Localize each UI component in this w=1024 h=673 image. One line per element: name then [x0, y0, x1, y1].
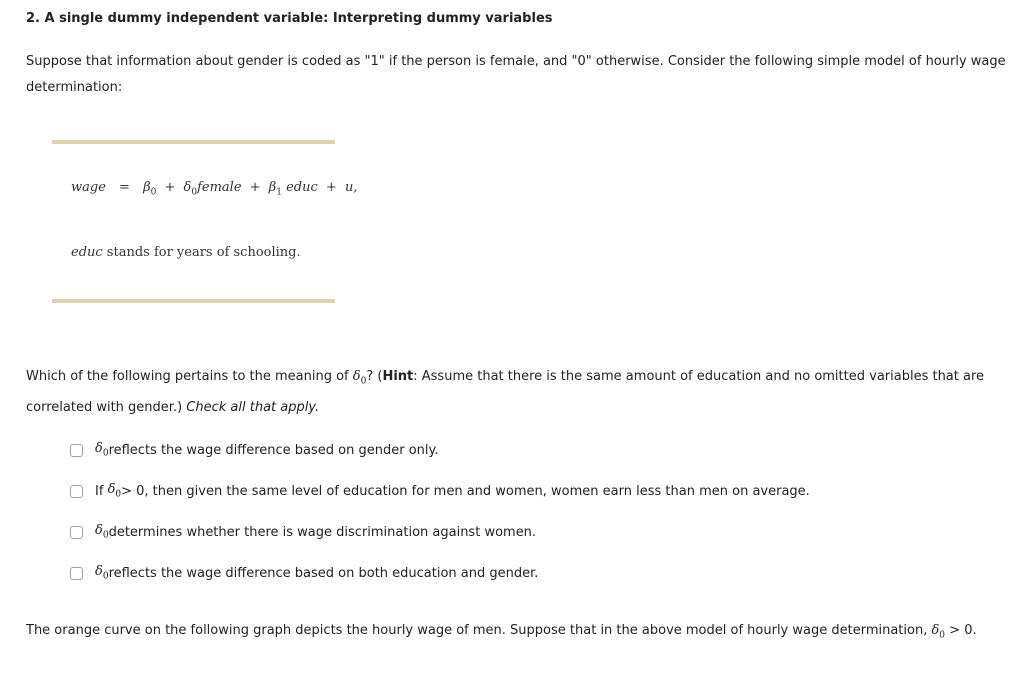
educ-note [71, 245, 301, 260]
wage-equation [71, 180, 357, 198]
eq-plus-3: + [325, 180, 337, 195]
question-delta: $\delta_0$ [352, 369, 367, 387]
option-4[interactable] [70, 563, 538, 583]
closing-paragraph [26, 618, 1011, 649]
eq-delta0: δ [183, 180, 192, 195]
hint-text: : Assume that there is the same amount of education and no omitted variables that are correlated with gender.) [26, 369, 985, 415]
option-3-checkbox[interactable] [70, 526, 83, 539]
option-3[interactable] [70, 522, 536, 542]
eq-delta0-sub: 0 [191, 187, 198, 198]
question-prompt [26, 364, 1011, 421]
closing-text: The orange curve on the following graph depicts the hourly wage of men. Suppose that in the above model of hourly wage determination, [26, 623, 932, 638]
note-text: stands for years of schooling. [102, 245, 301, 260]
eq-educ: educ [286, 180, 318, 195]
option-1-label: reflects the wage difference based on gender only. [108, 442, 439, 458]
option-3-label: determines whether there is wage discrimination against women. [108, 524, 537, 540]
option-2-label: > 0, then given the same level of education for men and women, women earn less than men on average. [121, 483, 810, 499]
eq-beta1-sub: 1 [276, 187, 282, 198]
eq-plus-2: + [249, 180, 261, 195]
option-3-delta: $\delta_0$ [95, 523, 109, 541]
hint-label: Hint [382, 369, 414, 384]
note-var: educ [71, 245, 103, 260]
option-4-checkbox[interactable] [70, 567, 83, 580]
option-4-delta: $\delta_0$ [95, 564, 109, 582]
equation-box-top-rule [52, 140, 335, 144]
equation-box-bottom-rule [52, 299, 335, 303]
option-2-checkbox[interactable] [70, 485, 83, 498]
eq-beta1: β [268, 180, 277, 195]
closing-tail: > 0. [945, 623, 977, 638]
eq-beta0: β [143, 180, 151, 195]
question-mid: ? ( [366, 369, 383, 384]
eq-plus-1: + [164, 180, 176, 195]
closing-delta: $\delta_0$ [931, 623, 946, 641]
option-1-delta: $\delta_0$ [95, 441, 109, 459]
eq-beta0-sub: 0 [150, 187, 157, 198]
option-1[interactable] [70, 440, 439, 460]
option-2[interactable] [70, 481, 810, 501]
eq-wage: wage [71, 180, 106, 195]
question-heading: 2. A single dummy independent variable: Interpreting dummy variables [26, 11, 553, 26]
option-4-label: reflects the wage difference based on both education and gender. [108, 565, 539, 581]
eq-u: u, [344, 180, 358, 195]
option-2-pre: If [95, 483, 104, 499]
option-2-delta: $\delta_0$ [107, 482, 122, 500]
eq-equals: = [119, 180, 130, 195]
check-all-instruction: Check all that apply. [186, 399, 320, 415]
intro-paragraph: Suppose that information about gender is coded as "1" if the person is female, and "0" otherwise. Consider the following simple model of hourly wage determination: [26, 54, 1006, 95]
eq-female: female [197, 180, 242, 195]
option-1-checkbox[interactable] [70, 444, 83, 457]
question-prefix: Which of the following pertains to the meaning of [26, 369, 353, 384]
